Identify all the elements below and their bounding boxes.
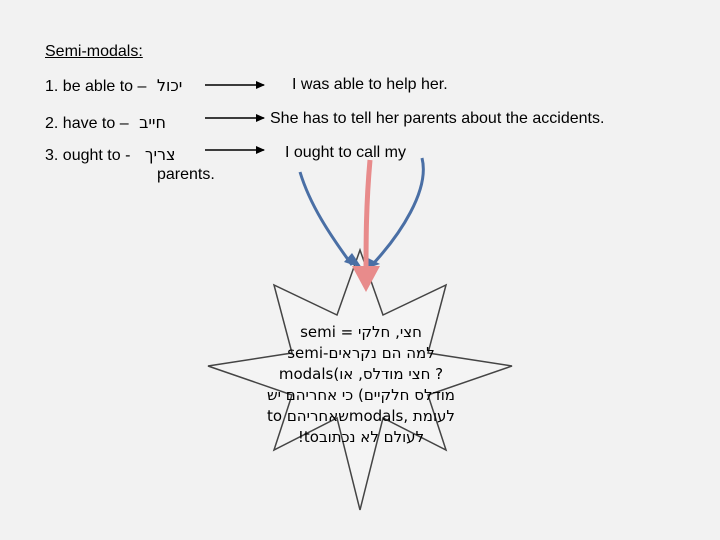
item-3-label-cont: parents. <box>157 166 215 183</box>
page-title: Semi-modals: <box>45 43 143 60</box>
callout-line-3: modals(חצי מודלס, או ? <box>278 365 444 383</box>
blue-curve-left <box>300 172 352 265</box>
callout-line-2: semi-למה הם נקראים <box>287 344 435 362</box>
item-2-english: 2. have to – <box>45 115 129 132</box>
item-1-english: 1. be able to – <box>45 78 147 95</box>
blue-curve-right <box>372 158 423 265</box>
item-2-hebrew: חייב <box>139 113 166 132</box>
item-3-hebrew: צריך <box>144 145 176 164</box>
callout-line-6: !toלעולם לא נכתוב <box>297 428 425 446</box>
item-2-example: She has to tell her parents about the accidents. <box>270 110 605 127</box>
item-1-example: I was able to help her. <box>292 76 448 93</box>
item-3-example: I ought to call my <box>285 144 406 161</box>
callout-line-1: semi = חצי, חלקי <box>300 323 422 341</box>
callout-text <box>255 322 467 448</box>
item-1-hebrew: יכול <box>156 76 183 95</box>
callout-line-5: to שאחריהםmodals, לעומת <box>267 407 455 425</box>
callout-line-4: מודלס חלקיים) כי אחריהם יש <box>267 386 455 404</box>
item-3-english: 3. ought to - <box>45 147 131 164</box>
